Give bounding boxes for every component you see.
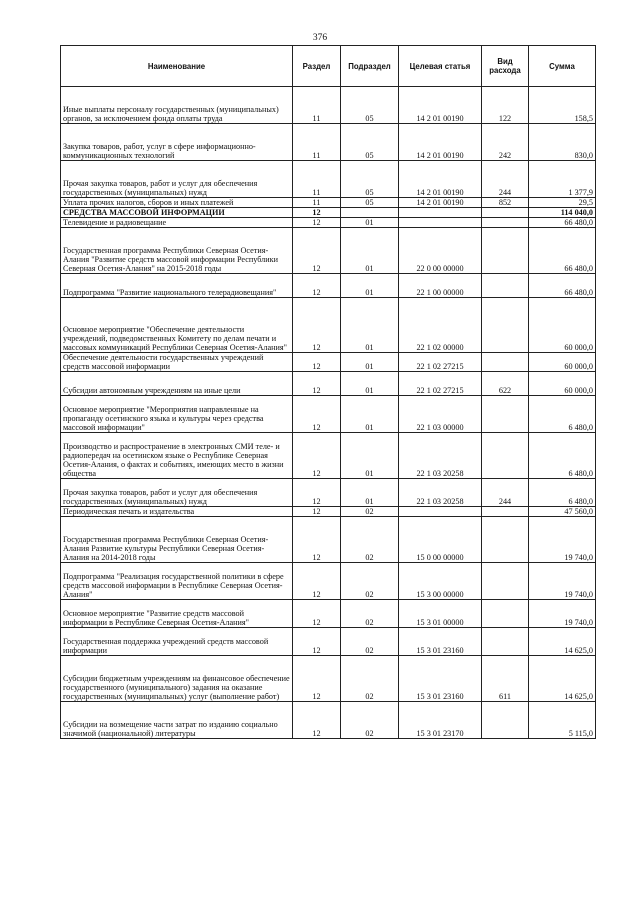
cell-section: 12 [293, 479, 341, 507]
cell-name: Подпрограмма "Реализация государственной политики в сфере средств массовой информации в Республике Северная Осетия-Алания" [61, 563, 293, 600]
cell-amount: 830,0 [529, 124, 596, 161]
cell-name: Подпрограмма "Развитие национального телерадиовещания" [61, 274, 293, 298]
cell-section: 12 [293, 600, 341, 628]
cell-section: 11 [293, 198, 341, 208]
cell-target: 15 3 00 00000 [399, 563, 482, 600]
cell-target: 15 3 01 23160 [399, 656, 482, 702]
table-row [61, 353, 596, 372]
cell-target: 14 2 01 00190 [399, 161, 482, 198]
cell-target: 22 1 02 00000 [399, 298, 482, 353]
cell-name: Обеспечение деятельности государственных учреждений средств массовой информации [61, 353, 293, 372]
cell-target: 15 3 01 23160 [399, 628, 482, 656]
cell-section: 12 [293, 208, 341, 218]
cell-section: 12 [293, 628, 341, 656]
table-row [61, 433, 596, 479]
cell-amount: 66 480,0 [529, 274, 596, 298]
cell-subsection: 05 [341, 124, 399, 161]
table-row [61, 228, 596, 274]
cell-amount: 66 480,0 [529, 228, 596, 274]
cell-section: 12 [293, 353, 341, 372]
cell-amount: 19 740,0 [529, 563, 596, 600]
cell-name: Телевидение и радиовещание [61, 218, 293, 228]
cell-subsection: 01 [341, 372, 399, 396]
cell-name: Основное мероприятие "Мероприятия направленные на пропаганду осетинского языка и культуры через средства массовой информации" [61, 396, 293, 433]
cell-name: Субсидии автономным учреждениям на иные цели [61, 372, 293, 396]
cell-subsection: 01 [341, 433, 399, 479]
cell-name: Государственная программа Республики Северная Осетия-Алания "Развитие средств массовой информации Республики Северная Осетия-Алания" на 2015-2018 годы [61, 228, 293, 274]
cell-kind: 242 [482, 124, 529, 161]
table-row [61, 218, 596, 228]
cell-kind [482, 433, 529, 479]
cell-subsection: 01 [341, 228, 399, 274]
cell-subsection: 02 [341, 656, 399, 702]
cell-subsection: 01 [341, 218, 399, 228]
cell-target: 22 1 03 00000 [399, 396, 482, 433]
cell-target: 22 1 03 20258 [399, 433, 482, 479]
header-name: Наименование [61, 46, 293, 87]
header-amount: Сумма [529, 46, 596, 87]
cell-subsection: 02 [341, 517, 399, 563]
cell-section: 12 [293, 563, 341, 600]
cell-kind [482, 396, 529, 433]
cell-subsection: 05 [341, 87, 399, 124]
cell-kind: 611 [482, 656, 529, 702]
cell-kind [482, 353, 529, 372]
cell-target: 14 2 01 00190 [399, 87, 482, 124]
cell-subsection: 01 [341, 274, 399, 298]
cell-name: Уплата прочих налогов, сборов и иных платежей [61, 198, 293, 208]
cell-section: 12 [293, 507, 341, 517]
cell-target: 22 0 00 00000 [399, 228, 482, 274]
cell-name: Государственная поддержка учреждений средств массовой информации [61, 628, 293, 656]
cell-target: 22 1 00 00000 [399, 274, 482, 298]
cell-target: 22 1 02 27215 [399, 372, 482, 396]
cell-subsection: 02 [341, 702, 399, 739]
table-row [61, 208, 596, 218]
table-row [61, 517, 596, 563]
cell-amount: 29,5 [529, 198, 596, 208]
table-row [61, 198, 596, 208]
budget-table [60, 45, 596, 739]
cell-kind [482, 218, 529, 228]
cell-kind: 244 [482, 479, 529, 507]
cell-amount: 47 560,0 [529, 507, 596, 517]
table-row [61, 274, 596, 298]
cell-name: Закупка товаров, работ, услуг в сфере информационно-коммуникационных технологий [61, 124, 293, 161]
cell-amount: 14 625,0 [529, 628, 596, 656]
cell-kind: 122 [482, 87, 529, 124]
table-header-row [61, 46, 596, 87]
table-row [61, 87, 596, 124]
page-number: 376 [312, 33, 328, 43]
cell-amount: 6 480,0 [529, 396, 596, 433]
cell-amount: 60 000,0 [529, 353, 596, 372]
cell-subsection: 05 [341, 198, 399, 208]
cell-kind [482, 628, 529, 656]
cell-subsection: 01 [341, 353, 399, 372]
cell-section: 12 [293, 298, 341, 353]
table-row [61, 628, 596, 656]
cell-name: Основное мероприятие "Обеспечение деятельности учреждений, подведомственных Комитету по делам печати и массовых коммуникаций Республики Северная Осетия-Алания" [61, 298, 293, 353]
cell-target: 14 2 01 00190 [399, 198, 482, 208]
cell-amount: 66 480,0 [529, 218, 596, 228]
cell-amount: 6 480,0 [529, 479, 596, 507]
cell-name: Субсидии бюджетным учреждениям на финансовое обеспечение государственного (муниципального) задания на оказание государственных (муниципальных) услуг (выполнение работ) [61, 656, 293, 702]
cell-name: Иные выплаты персоналу государственных (муниципальных) органов, за исключением фонда оплаты труда [61, 87, 293, 124]
cell-section: 12 [293, 396, 341, 433]
table-row [61, 479, 596, 507]
cell-section: 11 [293, 161, 341, 198]
cell-section: 12 [293, 656, 341, 702]
header-section: Раздел [293, 46, 341, 87]
cell-amount: 19 740,0 [529, 517, 596, 563]
cell-target: 15 3 01 00000 [399, 600, 482, 628]
cell-name: Прочая закупка товаров, работ и услуг для обеспечения государственных (муниципальных) нужд [61, 161, 293, 198]
header-kind: Вид расхода [482, 46, 529, 87]
table-row [61, 507, 596, 517]
cell-target: 22 1 02 27215 [399, 353, 482, 372]
cell-section: 11 [293, 124, 341, 161]
cell-kind [482, 702, 529, 739]
cell-name: СРЕДСТВА МАССОВОЙ ИНФОРМАЦИИ [61, 208, 293, 218]
cell-name: Периодическая печать и издательства [61, 507, 293, 517]
cell-amount: 60 000,0 [529, 298, 596, 353]
cell-amount: 114 040,0 [529, 208, 596, 218]
cell-section: 12 [293, 218, 341, 228]
cell-target: 15 3 01 23170 [399, 702, 482, 739]
cell-amount: 6 480,0 [529, 433, 596, 479]
cell-name: Производство и распространение в электронных СМИ теле- и радиопередач на осетинском языке о Республике Северная Осетия-Алания, о фактах и событиях, имеющих место в жизни общества [61, 433, 293, 479]
cell-subsection [341, 208, 399, 218]
cell-amount: 19 740,0 [529, 600, 596, 628]
cell-amount: 60 000,0 [529, 372, 596, 396]
cell-subsection: 02 [341, 507, 399, 517]
cell-amount: 5 115,0 [529, 702, 596, 739]
cell-name: Основное мероприятие "Развитие средств массовой информации в Республике Северная Осетия-Алания" [61, 600, 293, 628]
cell-kind: 852 [482, 198, 529, 208]
header-target: Целевая статья [399, 46, 482, 87]
cell-target [399, 218, 482, 228]
cell-kind [482, 228, 529, 274]
table-row [61, 396, 596, 433]
cell-kind [482, 563, 529, 600]
cell-subsection: 02 [341, 600, 399, 628]
cell-amount: 14 625,0 [529, 656, 596, 702]
cell-kind: 244 [482, 161, 529, 198]
cell-section: 12 [293, 228, 341, 274]
table-row [61, 372, 596, 396]
cell-subsection: 05 [341, 161, 399, 198]
cell-target: 22 1 03 20258 [399, 479, 482, 507]
cell-name: Государственная программа Республики Северная Осетия-Алания Развитие культуры Республики Северная Осетия-Алания на 2014-2018 годы [61, 517, 293, 563]
cell-target [399, 208, 482, 218]
cell-section: 11 [293, 87, 341, 124]
table-body [61, 87, 596, 739]
cell-amount: 1 377,9 [529, 161, 596, 198]
cell-target: 14 2 01 00190 [399, 124, 482, 161]
cell-section: 12 [293, 517, 341, 563]
cell-subsection: 02 [341, 628, 399, 656]
cell-target: 15 0 00 00000 [399, 517, 482, 563]
table-row [61, 600, 596, 628]
header-subsection: Подраздел [341, 46, 399, 87]
cell-subsection: 02 [341, 563, 399, 600]
cell-subsection: 01 [341, 479, 399, 507]
cell-kind [482, 298, 529, 353]
cell-section: 12 [293, 274, 341, 298]
cell-subsection: 01 [341, 396, 399, 433]
table-row [61, 124, 596, 161]
cell-kind [482, 274, 529, 298]
cell-target [399, 507, 482, 517]
cell-name: Субсидии на возмещение части затрат по изданию социально значимой (национальной) литературы [61, 702, 293, 739]
cell-kind [482, 507, 529, 517]
cell-subsection: 01 [341, 298, 399, 353]
cell-amount: 158,5 [529, 87, 596, 124]
cell-kind [482, 600, 529, 628]
table-row [61, 161, 596, 198]
cell-section: 12 [293, 372, 341, 396]
table-row [61, 702, 596, 739]
table-row [61, 298, 596, 353]
cell-section: 12 [293, 433, 341, 479]
cell-name: Прочая закупка товаров, работ и услуг для обеспечения государственных (муниципальных) нужд [61, 479, 293, 507]
table-row [61, 656, 596, 702]
cell-kind: 622 [482, 372, 529, 396]
cell-kind [482, 517, 529, 563]
table-row [61, 563, 596, 600]
cell-section: 12 [293, 702, 341, 739]
cell-kind [482, 208, 529, 218]
